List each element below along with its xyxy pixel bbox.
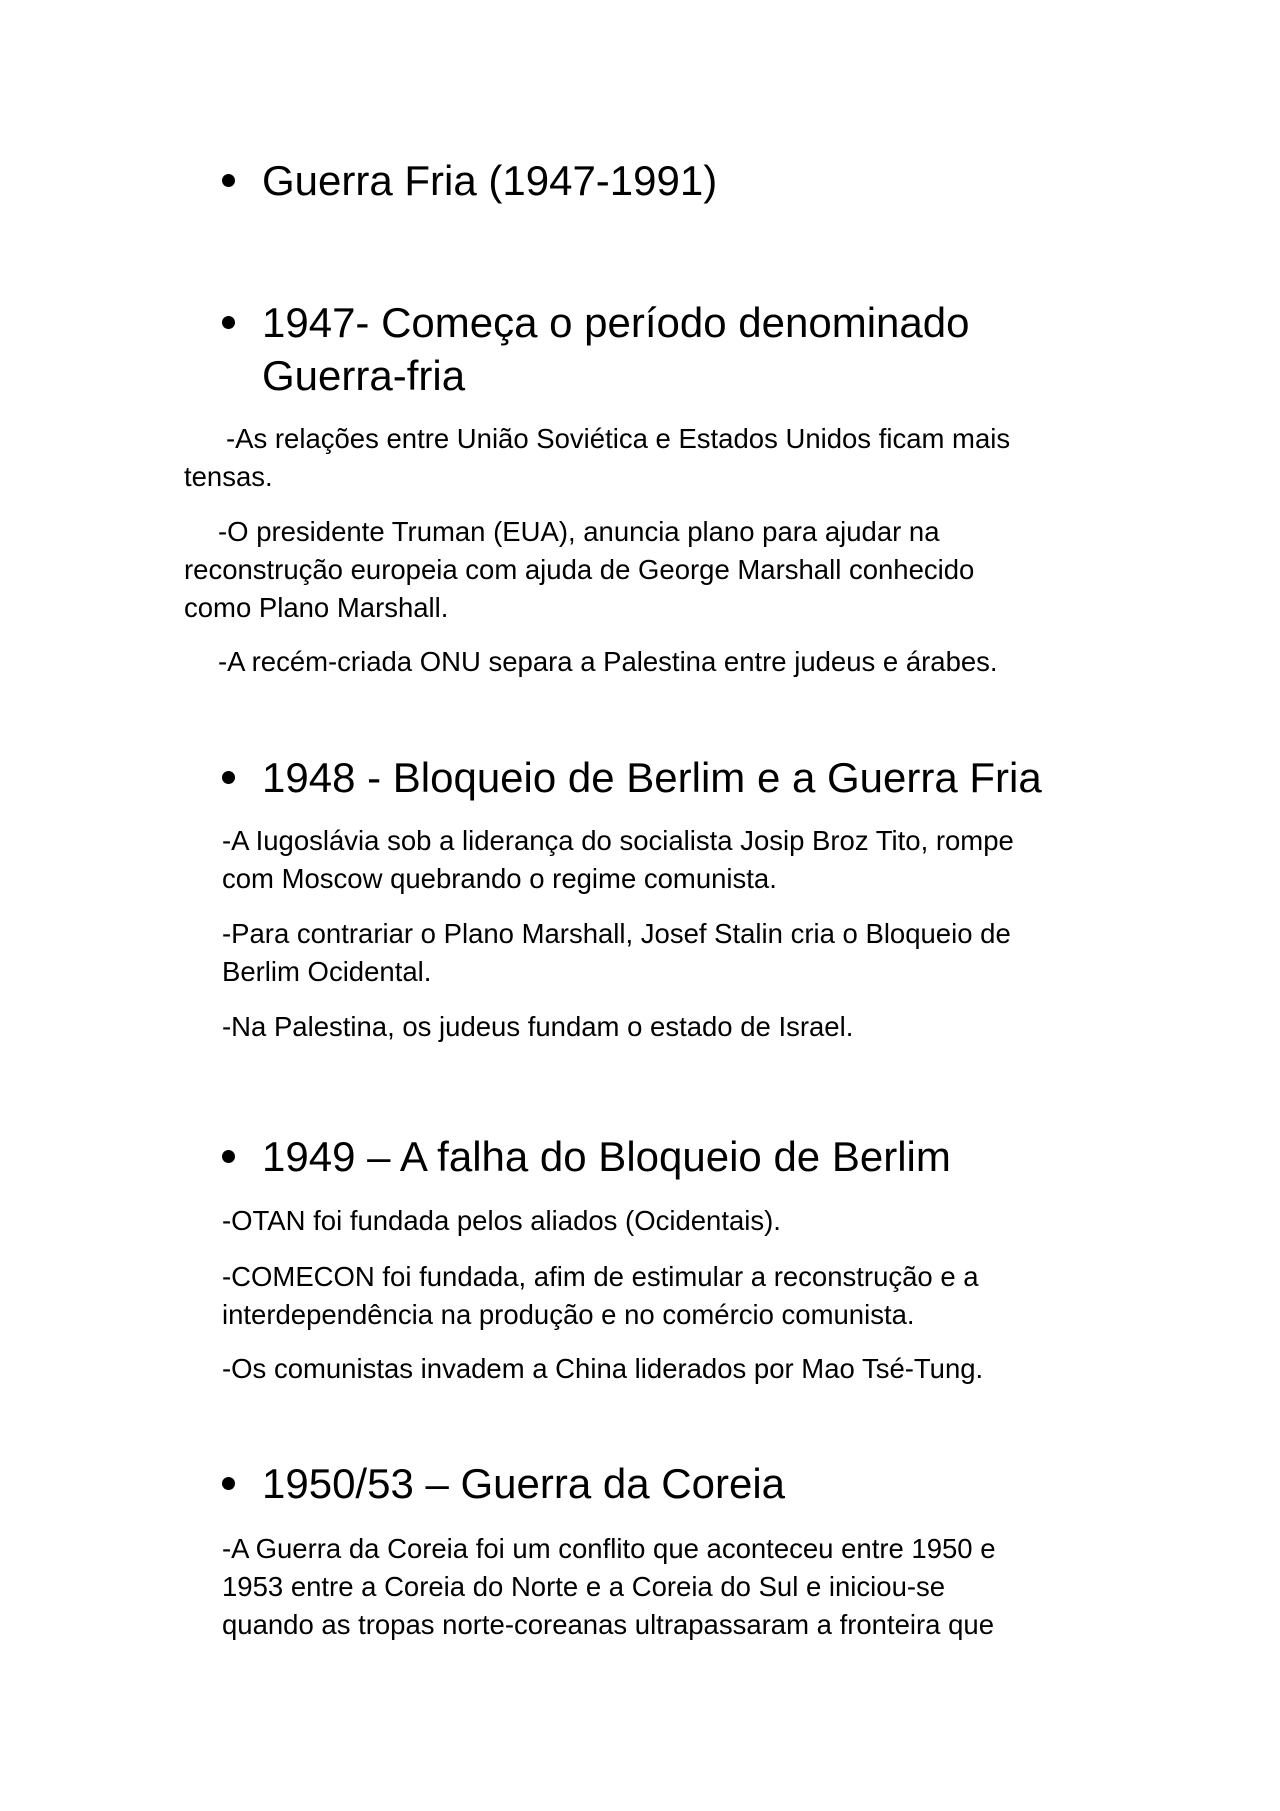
paragraph-line: -O presidente Truman (EUA), anuncia plano para ajudar na [218, 516, 940, 547]
paragraph-line: Berlim Ocidental. [222, 956, 432, 987]
paragraph-line: reconstrução europeia com ajuda de George Marshall conhecido [184, 554, 975, 585]
paragraph-line: -Os comunistas invadem a China liderados por Mao Tsé-Tung. [222, 1353, 984, 1384]
bullet-icon [222, 771, 235, 784]
paragraph-line: -A Guerra da Coreia foi um conflito que aconteceu entre 1950 e [222, 1533, 996, 1564]
heading-text: 1949 – A falha do Bloqueio de Berlim [262, 1133, 951, 1180]
paragraph-1949-comecon [222, 1258, 1122, 1334]
heading-text: Guerra Fria (1947-1991) [262, 157, 718, 204]
paragraph-line: 1953 entre a Coreia do Norte e a Coreia do Sul e iniciou-se [222, 1571, 946, 1602]
heading-1949 [222, 1130, 951, 1183]
paragraph-1948-israel [222, 1008, 1122, 1046]
paragraph-line: quando as tropas norte-coreanas ultrapassaram a fronteira que [222, 1609, 994, 1640]
bullet-icon [222, 1477, 235, 1490]
heading-text: 1948 - Bloqueio de Berlim e a Guerra Fria [262, 754, 1042, 801]
paragraph-line: -A recém-criada ONU separa a Palestina entre judeus e árabes. [218, 646, 998, 677]
paragraph-1947-onu [184, 643, 1104, 681]
heading-text-line2: Guerra-fria [262, 352, 466, 399]
paragraph-1948-iugoslavia [222, 822, 1122, 898]
paragraph-1949-otan [222, 1202, 1122, 1240]
paragraph-1948-stalin [222, 915, 1122, 991]
paragraph-line: -Para contrariar o Plano Marshall, Josef Stalin cria o Bloqueio de [222, 918, 1011, 949]
heading-1950-53 [222, 1457, 785, 1510]
paragraph-line: -Na Palestina, os judeus fundam o estado de Israel. [222, 1011, 854, 1042]
paragraph-1949-china [222, 1350, 1122, 1388]
paragraph-line: como Plano Marshall. [184, 592, 449, 623]
paragraph-1947-truman [184, 513, 1104, 627]
heading-1948 [222, 751, 1042, 804]
paragraph-line: tensas. [184, 461, 273, 492]
heading-text: 1950/53 – Guerra da Coreia [262, 1460, 786, 1507]
heading-text-line1: 1947- Começa o período denominado [262, 299, 970, 346]
bullet-icon [222, 316, 235, 329]
bullet-icon [222, 174, 235, 187]
paragraph-line: -OTAN foi fundada pelos aliados (Ocidentais). [222, 1205, 781, 1236]
paragraph-line: -As relações entre União Soviética e Estados Unidos ficam mais [226, 423, 1011, 454]
bullet-icon [222, 1150, 235, 1163]
paragraph-line: -A Iugoslávia sob a liderança do socialista Josip Broz Tito, rompe [222, 825, 1014, 856]
paragraph-1950-coreia [222, 1530, 1122, 1644]
heading-1947 [222, 296, 969, 402]
paragraph-line: com Moscow quebrando o regime comunista. [222, 863, 777, 894]
paragraph-line: interdependência na produção e no comércio comunista. [222, 1299, 915, 1330]
heading-guerra-fria [222, 154, 717, 207]
paragraph-1947-relations [184, 420, 1104, 496]
paragraph-line: -COMECON foi fundada, afim de estimular a reconstrução e a [222, 1261, 979, 1292]
